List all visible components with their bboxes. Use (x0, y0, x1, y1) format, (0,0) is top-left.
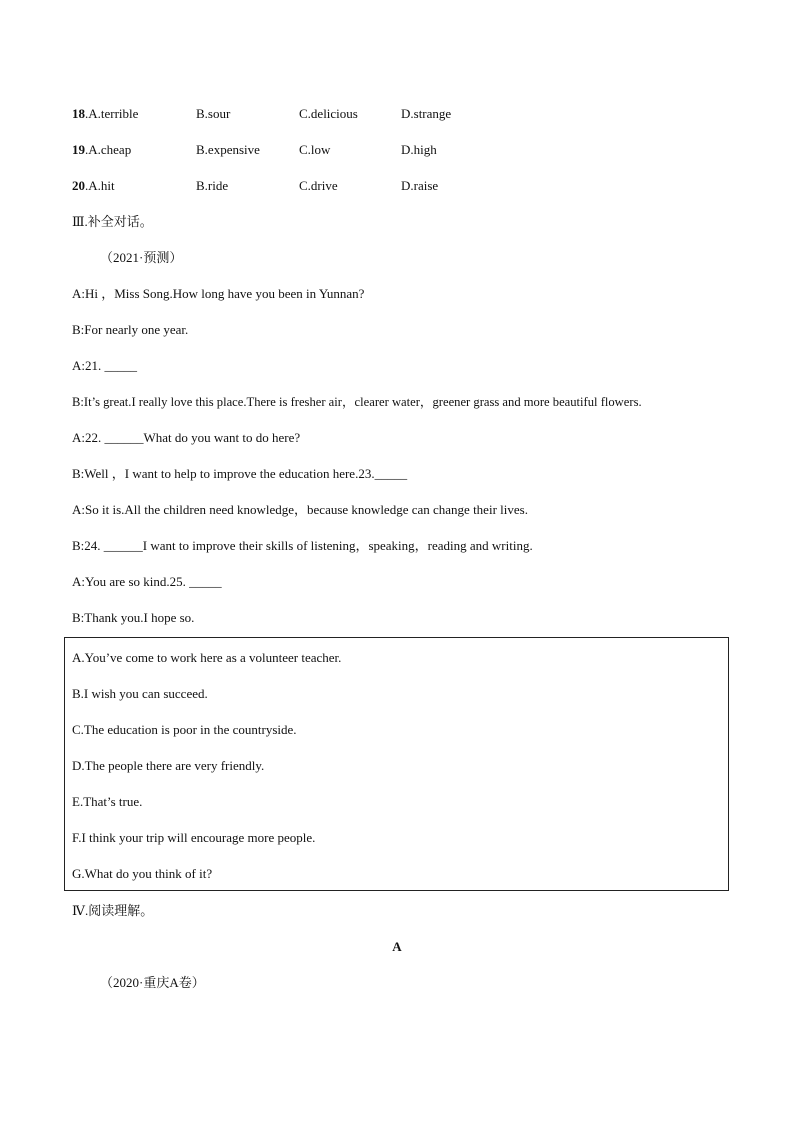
dialogue-line: A:21. _____ (72, 358, 137, 373)
question-number: 19 (72, 142, 85, 157)
option-c: C.low (299, 142, 331, 157)
option-item: D.The people there are very friendly. (72, 758, 265, 773)
question-number-option-a (72, 106, 138, 122)
dialogue-line: B:24. ______I want to improve their skills of listening，speaking，reading and writing. (72, 538, 533, 553)
dialogue-line: A:So it is.All the children need knowledge，because knowledge can change their lives. (72, 502, 528, 517)
dialogue-line: B:It’s great.I really love this place.There is fresher air，clearer water，greener grass and more beautiful flowers. (72, 395, 642, 409)
question-row-20 (72, 178, 492, 194)
passage-label: A (392, 939, 402, 954)
option-b: B.expensive (196, 142, 260, 157)
option-b: B.ride (196, 178, 229, 193)
dialogue-line: A:Hi ，Miss Song.How long have you been in Yunnan? (72, 286, 365, 301)
option-item: C.The education is poor in the countryside. (72, 722, 297, 737)
option-b: B.sour (196, 106, 231, 121)
question-row-18 (72, 106, 492, 122)
option-a: .A.cheap (85, 142, 132, 157)
option-d: D.high (401, 142, 437, 157)
question-number-option-a (72, 178, 115, 194)
option-c: C.delicious (299, 106, 358, 121)
section-title: Ⅳ.阅读理解。 (72, 903, 154, 918)
option-item: A.You’ve come to work here as a volunteer teacher. (72, 650, 342, 665)
dialogue-line: A:22. ______What do you want to do here? (72, 430, 301, 445)
dialogue-line: B:For nearly one year. (72, 322, 189, 337)
question-number: 20 (72, 178, 85, 193)
option-a: .A.terrible (85, 106, 139, 121)
option-a: .A.hit (85, 178, 115, 193)
option-d: D.raise (401, 178, 439, 193)
dialogue-line: A:You are so kind.25. _____ (72, 574, 222, 589)
source-note: （2020·重庆A卷） (100, 975, 205, 990)
source-note: （2021·预测） (100, 250, 183, 265)
option-item: E.That’s true. (72, 794, 143, 809)
option-item: G.What do you think of it? (72, 866, 213, 881)
question-number: 18 (72, 106, 85, 121)
option-d: D.strange (401, 106, 452, 121)
section-title: Ⅲ.补全对话。 (72, 214, 153, 229)
dialogue-line: B:Well ，I want to help to improve the education here.23._____ (72, 466, 408, 481)
question-number-option-a (72, 142, 131, 158)
dialogue-line: B:Thank you.I hope so. (72, 610, 195, 625)
question-row-19 (72, 142, 492, 158)
options-box (64, 637, 729, 891)
option-c: C.drive (299, 178, 338, 193)
option-item: F.I think your trip will encourage more people. (72, 830, 316, 845)
option-item: B.I wish you can succeed. (72, 686, 208, 701)
